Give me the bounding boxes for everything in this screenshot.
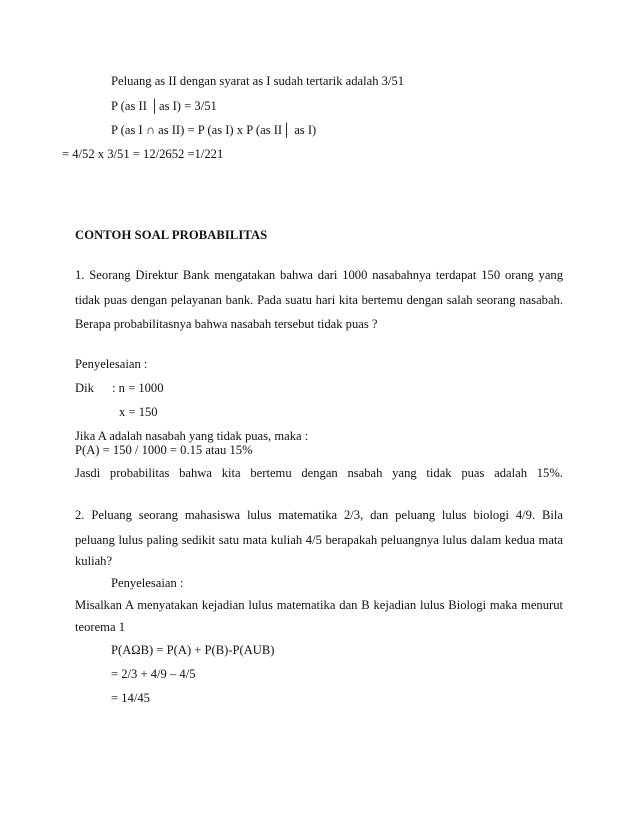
problem-2-line-1: 2. Peluang seorang mahasiswa lulus matematika 2/3, dan peluang lulus biologi 4/9. Bila — [75, 508, 563, 522]
problem-2-line-3: kuliah? — [75, 554, 113, 568]
solution-2-equation-1: P(AΩB) = P(A) + P(B)-P(AUB) — [111, 643, 275, 657]
top-line-4: = 4/52 x 3/51 = 12/2652 =1/221 — [62, 147, 224, 161]
solution-1-line-2: P(A) = 150 / 1000 = 0.15 atau 15% — [75, 443, 253, 457]
solution-2-equation-3: = 14/45 — [111, 691, 150, 705]
solution-2-label: Penyelesaian : — [111, 576, 184, 590]
solution-2-equation-2: = 2/3 + 4/9 – 4/5 — [111, 667, 196, 681]
solution-1-dik-label: Dik — [75, 381, 94, 395]
top-line-1: Peluang as II dengan syarat as I sudah tertarik adalah 3/51 — [111, 74, 405, 88]
section-heading: CONTOH SOAL PROBABILITAS — [75, 228, 268, 242]
top-line-3: P (as I ∩ as II) = P (as I) x P (as II│ as I) — [111, 123, 317, 137]
solution-1-dik-n: : n = 1000 — [112, 381, 164, 395]
problem-1-line-2: tidak puas dengan pelayanan bank. Pada suatu hari kita bertemu dengan salah seorang nasabah. — [75, 293, 563, 307]
problem-2-line-2: peluang lulus paling sedikit satu mata kuliah 4/5 berapakah peluangnya lulus dalam kedua mata — [75, 533, 563, 547]
solution-2-line-1: Misalkan A menyatakan kejadian lulus matematika dan B kejadian lulus Biologi maka menurut — [75, 598, 563, 612]
top-line-2: P (as II │as I) = 3/51 — [111, 99, 217, 113]
problem-1-line-3: Berapa probabilitasnya bahwa nasabah tersebut tidak puas ? — [75, 317, 378, 331]
solution-2-line-2: teorema 1 — [75, 620, 125, 634]
solution-1-line-1: Jika A adalah nasabah yang tidak puas, maka : — [75, 429, 309, 443]
solution-1-label: Penyelesaian : — [75, 357, 148, 371]
solution-1-dik-x: x = 150 — [119, 405, 158, 419]
problem-1-line-1: 1. Seorang Direktur Bank mengatakan bahwa dari 1000 nasabahnya terdapat 150 orang yang — [75, 268, 563, 282]
solution-1-line-3: Jasdi probabilitas bahwa kita bertemu dengan nsabah yang tidak puas adalah 15%. — [75, 466, 563, 480]
